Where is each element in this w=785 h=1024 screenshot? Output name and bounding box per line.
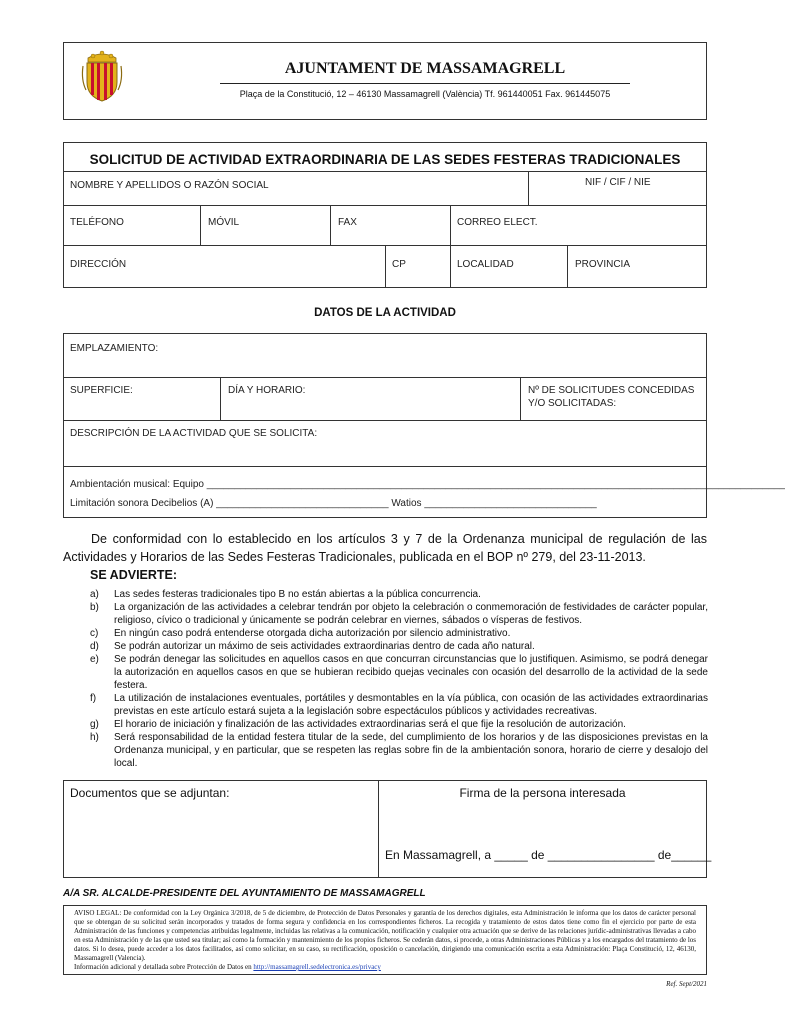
legal-notice	[63, 905, 707, 975]
activity-form	[63, 333, 785, 518]
list-item: g) El horario de iniciación y finalización de las actividades extraordinarias será el que fije la resolución de autorización.	[90, 719, 626, 730]
correo-field[interactable]: CORREO ELECT.	[457, 217, 538, 228]
nif-field[interactable]: NIF / CIF / NIE	[585, 177, 651, 188]
intro-paragraph: De conformidad con lo establecido en los artículos 3 y 7 de la Ordenanza municipal de regulación de las Actividades y Horarios de las Sedes Festeras Tradicionales, publicada en el BOP nº 279, del 23-11-2013.	[63, 532, 707, 564]
superficie-field[interactable]: SUPERFICIE:	[70, 385, 133, 396]
list-item: f) La utilización de instalaciones eventuales, portátiles y desmontables en la vía pública, con ocasión de las actividades extraordinarias previstas en este artículo estará sujeta a la legislación sobre espectáculos públicos y actividades recreativas.	[90, 693, 708, 717]
addressee: A/A SR. ALCALDE-PRESIDENTE DEL AYUNTAMIENTO DE MASSAMAGRELL	[63, 888, 426, 899]
org-name: AJUNTAMENT DE MASSAMAGRELL	[284, 60, 566, 77]
divider	[330, 205, 331, 245]
divider	[63, 205, 707, 206]
privacy-link[interactable]: http://massamagrell.sedelectronica.es/privacy	[253, 963, 381, 971]
divider	[450, 205, 451, 245]
dia-horario-field[interactable]: DÍA Y HORARIO:	[228, 385, 306, 396]
movil-field[interactable]: MÓVIL	[208, 217, 240, 228]
list-item: a) Las sedes festeras tradicionales tipo B no están abiertas a la pública concurrencia.	[90, 589, 481, 600]
org-address: Plaça de la Constitució, 12 – 46130 Massamagrell (València) Tf. 961440051 Fax. 961445075	[239, 89, 611, 99]
divider	[450, 245, 451, 288]
divider	[200, 205, 201, 245]
limitacion-field[interactable]: Limitación sonora Decibelios (A) _______________________________ Watios _______________________________	[70, 498, 597, 509]
documentos-field[interactable]: Documentos que se adjuntan:	[70, 786, 230, 800]
advierte-list	[90, 588, 708, 770]
legal-text: AVISO LEGAL: De conformidad con la Ley Orgánica 3/2018, de 5 de diciembre, de Protección de Datos Personales y garantía de los derechos digitales, esta Administración le informa que los datos de carácter personal que se obtengan de su solicitud serán incorporados y tratados de forma segura y confidencia en los correspondientes ficheros. La recogida y tratamiento de estos datos tiene como fin el ejercicio por parte de esta Administración de las funciones y competencias atribuidas legalmente, incluidas las relativas a la comunicación, notificación y cualquier otra actuación que se derive de las relaciones jurídic-administrativas llevadas a cabo en esta Administración y de las que usted sea titular; así como la formación y mantenimiento de los propios ficheros. Se cederán datos, si procede, a otras Administraciones Públicas y a los encargados del tratamiento de los datos. Si lo desea, puede acceder a los datos facilitados, así como solicitar, en su caso, su rectificación, oposición o cancelación, dirigiendo una comunicación escrita a esta Administración: Plaça Constitució, 12, 46130, Massamagrell (Valencia).	[74, 909, 696, 962]
divider	[63, 377, 707, 378]
divider	[528, 171, 529, 205]
list-item: e) Se podrán denegar las solicitudes en aquellos casos en que concurran circunstancias que lo justifiquen. Asimismo, se podrá denegar la autorización en aquellos casos en que se hubieran recibido quejas vecinales con ocasión del desarrollo de la actividad de la sede festera.	[90, 654, 708, 691]
activity-section-title: DATOS DE LA ACTIVIDAD	[314, 307, 456, 319]
divider	[567, 245, 568, 288]
list-item: h) Será responsabilidad de la entidad festera titular de la sede, del cumplimiento de los horarios y de las disposiciones previstas en la Ordenanza municipal, y en particular, que se respeten las reglas sobre fin de la ambientación sonora, horario de cierre y desalojo del local.	[90, 732, 708, 769]
direccion-field[interactable]: DIRECCIÓN	[70, 259, 127, 270]
firma-field[interactable]: Firma de la persona interesada	[459, 786, 626, 800]
ambientacion-field[interactable]: Ambientación musical: Equipo ________________________________________________________________________________________________________	[70, 479, 785, 490]
list-item: d) Se podrán autorizar un máximo de seis actividades extraordinarias dentro de cada año natural.	[90, 641, 535, 652]
legal-info-prefix: Información adicional y detallada sobre Protección de Datos en	[74, 963, 254, 971]
emplazamiento-field[interactable]: EMPLAZAMIENTO:	[70, 343, 159, 354]
descripcion-field[interactable]: DESCRIPCIÓN DE LA ACTIVIDAD QUE SE SOLICITA:	[70, 428, 318, 439]
list-item: b) La organización de las actividades a celebrar tendrán por objeto la celebración o conmemoración de festividades de carácter popular, religioso, cívico o tradicional y únicamente se podrán celebrar en viernes, sábados o vísperas de festivos.	[90, 602, 708, 626]
divider	[385, 245, 386, 288]
solicitudes-field-line2: Y/O SOLICITADAS:	[528, 398, 617, 409]
divider	[63, 420, 707, 421]
header-rule	[220, 83, 630, 84]
solicitudes-field[interactable]: Nº DE SOLICITUDES CONCEDIDAS	[528, 385, 695, 396]
coat-of-arms-icon	[80, 50, 124, 102]
fax-field[interactable]: FAX	[338, 217, 357, 228]
localidad-field[interactable]: LOCALIDAD	[457, 259, 514, 270]
divider	[63, 171, 707, 172]
advierte-title: SE ADVIERTE:	[90, 568, 178, 582]
letterhead	[63, 42, 707, 120]
form-title: SOLICITUD DE ACTIVIDAD EXTRAORDINARIA DE LAS SEDES FESTERAS TRADICIONALES	[89, 152, 681, 167]
cp-field[interactable]: CP	[392, 259, 406, 270]
telefono-field[interactable]: TELÉFONO	[70, 217, 124, 228]
divider	[220, 377, 221, 420]
divider	[63, 466, 707, 467]
list-item: c) En ningún caso podrá entenderse otorgada dicha autorización por silencio administrativo.	[90, 628, 511, 639]
ref-code: Ref. Sept/2021	[666, 980, 707, 988]
lugar-fecha[interactable]: En Massamagrell, a _____ de ________________ de______	[385, 848, 712, 862]
divider	[520, 377, 521, 420]
provincia-field[interactable]: PROVINCIA	[575, 259, 631, 270]
nombre-field[interactable]: NOMBRE Y APELLIDOS O RAZÓN SOCIAL	[70, 180, 269, 191]
